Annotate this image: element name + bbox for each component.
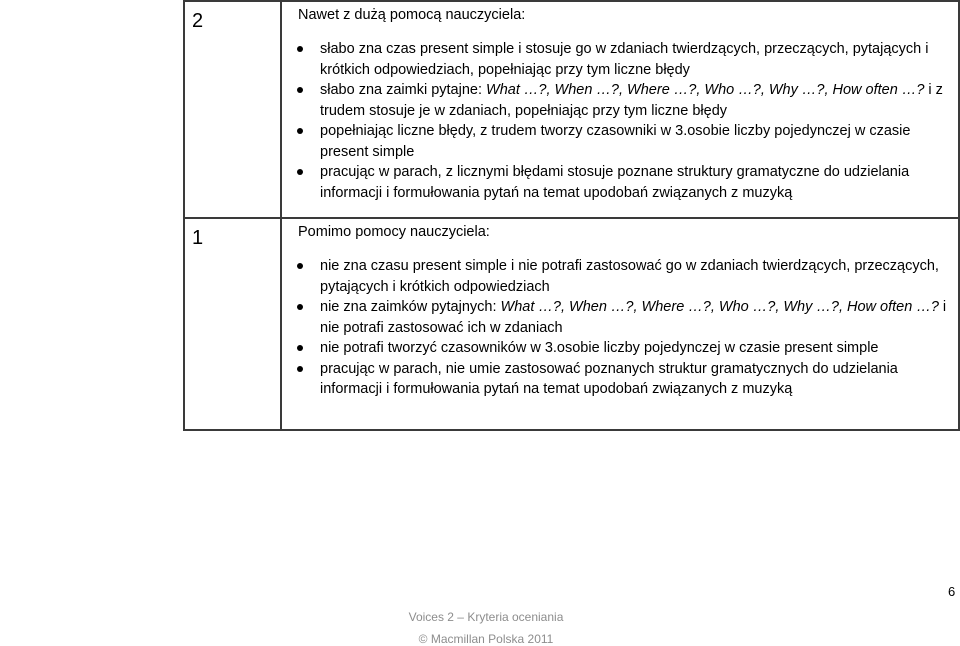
criteria-text: pracując w parach, z licznymi błędami stosuje poznane struktury gramatyczne do udzielania informacji i formułowania pytań na temat upodobań związanych z muzyką	[320, 164, 910, 201]
criteria-text: słabo zna czas present simple i stosuje go w zdaniach twierdzących, przeczących, pytających i krótkich odpowiedziach, popełniając przy tym liczne błędy	[320, 41, 929, 78]
criteria-text: nie potrafi tworzyć czasowników w 3.osobie liczby pojedynczej w czasie present simple	[320, 340, 879, 356]
criteria-text: pracując w parach, nie umie zastosować poznanych struktur gramatycznych do udzielania informacji i formułowania pytań na temat upodobań związanych z muzyką	[320, 360, 898, 397]
criteria-text: nie zna czasu present simple i nie potrafi zastosować go w zdaniach twierdzących, przeczących, pytających i krótkich odpowiedziach	[320, 258, 939, 295]
criteria-item	[320, 338, 950, 359]
criteria-item	[320, 121, 950, 162]
criteria-item	[320, 297, 950, 338]
criteria-text: i z trudem stosuje je w zdaniach, popełniając przy tym liczne błędy	[320, 82, 943, 119]
criteria-cell	[281, 218, 959, 430]
criteria-cell	[281, 1, 959, 218]
grade-cell: 1	[184, 218, 281, 430]
criteria-item	[320, 39, 950, 80]
criteria-item	[320, 256, 950, 297]
criteria-text: nie zna zaimków pytajnych:	[320, 299, 501, 315]
criteria-text: popełniając liczne błędy, z trudem tworzy czasowniki w 3.osobie liczby pojedynczej w czasie present simple	[320, 123, 911, 160]
criteria-item	[320, 162, 950, 203]
table-row	[184, 1, 959, 218]
criteria-item	[320, 359, 950, 400]
grade-cell: 2	[184, 1, 281, 218]
page-number: 6	[948, 584, 956, 599]
footer-series: Voices 2 – Kryteria oceniania	[408, 610, 564, 624]
criteria-heading: Pomimo pomocy nauczyciela:	[298, 224, 490, 240]
question-words: What …?, When …?, Where …?, Who …?, Why …?, How often …?	[500, 299, 939, 315]
criteria-text: słabo zna zaimki pytajne:	[320, 82, 487, 98]
table-row	[184, 218, 959, 430]
criteria-table	[183, 0, 960, 431]
footer-copyright: © Macmillan Polska 2011	[418, 632, 554, 646]
criteria-item	[320, 80, 950, 121]
criteria-text: i nie potrafi zastosować ich w zdaniach	[320, 299, 947, 336]
criteria-list	[296, 256, 950, 400]
criteria-list	[296, 39, 950, 203]
question-words: What …?, When …?, Where …?, Who …?, Why …?, How often …?	[486, 82, 925, 98]
criteria-heading: Nawet z dużą pomocą nauczyciela:	[298, 7, 526, 23]
